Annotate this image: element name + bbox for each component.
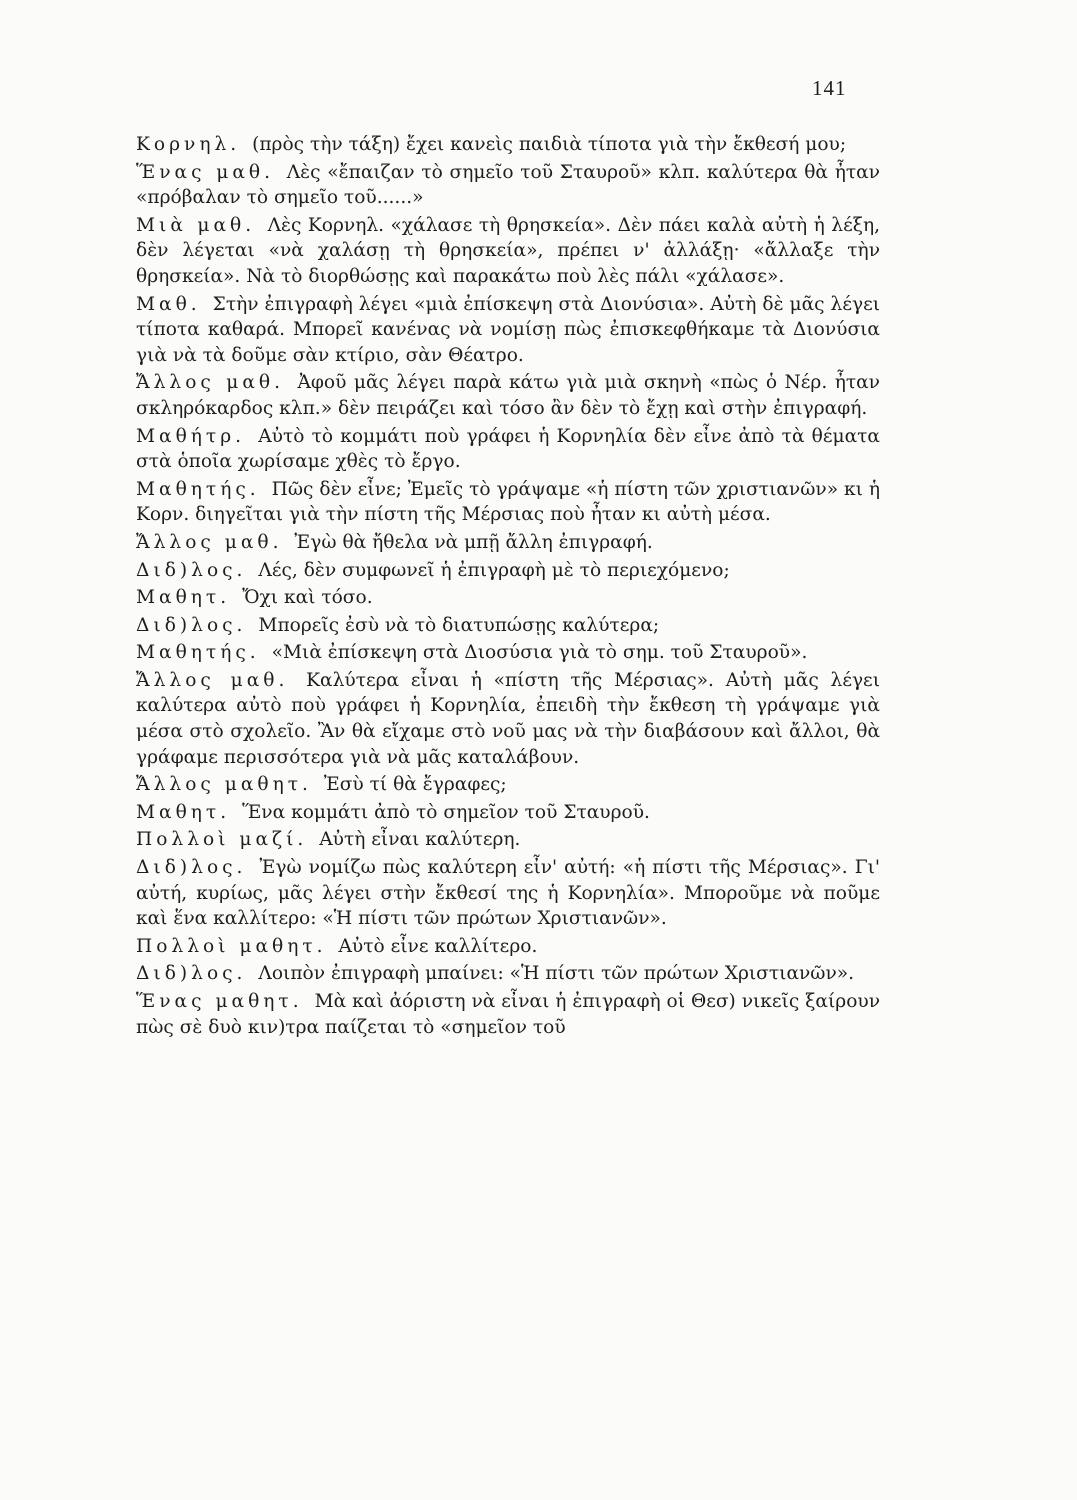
dialogue-turn [136, 132, 880, 158]
speech-text: Μπορεῖς ἐσὺ νὰ τὸ διατυπώσῃς καλύτερα; [258, 614, 660, 636]
dialogue-turn [136, 855, 880, 932]
speaker-label: Πολλοὶ μαθητ. [136, 935, 327, 957]
speaker-label: Κορνηλ. [136, 134, 241, 155]
speaker-label: Διδ)λος. [136, 614, 247, 636]
speaker-label: Μαθητ. [136, 801, 231, 823]
speech-text: Αὐτὸ εἶνε καλλίτερο. [338, 935, 538, 957]
dialogue-turn [136, 961, 880, 987]
dialogue-turn [136, 424, 880, 475]
speech-text: Ἐσὺ τί θὰ ἔγραφες; [323, 774, 507, 796]
speech-text: Πῶς δὲν εἶνε; Ἐμεῖς τὸ γράψαμε «ἡ πίστη τῶν χριστιανῶν» κι ἡ Κορν. διηγεῖται γιὰ τὴν πίστη τῆς Μέρσιας ποὺ ἦταν κι αὐτὴ μέσα. [136, 478, 880, 526]
speech-text: Στὴν ἐπιγραφὴ λέγει «μιὰ ἐπίσκεψη στὰ Διονύσια». Αὐτὴ δὲ μᾶς λέγει τίποτα καθαρά. Μπορεῖ κανένας νὰ νομίσῃ πὼς ἐπισκεφθήκαμε τὰ Διονύσια γιὰ νὰ τὰ δοῦμε σὰν κτίριο, σὰν Θέατρο. [136, 293, 880, 366]
speaker-label: Μιὰ μαθ. [136, 214, 256, 236]
speech-text: Ἐγὼ θὰ ἤθελα νὰ μπῇ ἄλλη ἐπιγραφή. [294, 531, 653, 553]
speaker-label: Ἄλλος μαθ. [136, 372, 285, 394]
dialogue-turn [136, 668, 880, 770]
speech-text: Καλύτερα εἶναι ἡ «πίστη τῆς Μέρσιας». Αὐτὴ μᾶς λέγει καλύτερα αὐτὸ ποὺ γράφει ἡ Κορνηλία, ἐπειδὴ τὴν ἔκθεση τὴ γράψαμε γιὰ μέσα στὸ σχολεῖο. Ἂν θὰ εἴχαμε στὸ νοῦ μας νὰ τὴν διαβάσουν καὶ ἄλλοι, θὰ γράφαμε περισσότερα γιὰ νὰ μᾶς καταλάβουν. [136, 669, 880, 768]
dialogue-turn [136, 160, 880, 211]
speech-text: Λὲς «ἔπαιζαν τὸ σημεῖο τοῦ Σταυροῦ» κλπ. καλύτερα θὰ ἦταν «πρόβαλαν τὸ σημεῖο τοῦ......» [136, 161, 880, 209]
dialogue-text [136, 132, 880, 1042]
speaker-label: Διδ)λος. [136, 559, 247, 581]
dialogue-turn [136, 989, 880, 1040]
dialogue-turn [136, 827, 880, 853]
dialogue-turn [136, 800, 880, 826]
speech-text: Αὐτὸ τὸ κομμάτι ποὺ γράφει ἡ Κορνηλία δὲν εἶνε ἀπὸ τὰ θέματα στὰ ὁποῖα χωρίσαμε χθὲς τὸ ἔργο. [136, 425, 880, 473]
speaker-label: Μαθ. [136, 293, 201, 315]
dialogue-turn [136, 772, 880, 798]
speaker-label: Ἕνας μαθητ. [136, 991, 303, 1012]
dialogue-turn [136, 292, 880, 369]
speech-text: Λὲς Κορνηλ. «χάλασε τὴ θρησκεία». Δὲν πάει καλὰ αὐτὴ ἡ λέξη, δὲν λέγεται «νὰ χαλάσῃ τὴ θρησκεία», πρέπει ν' ἀλλάξῃ· «ἄλλαξε τὴν θρησκεία». Νὰ τὸ διορθώσῃς καὶ παρακάτω ποὺ λὲς πάλι «χάλασε». [136, 214, 880, 287]
dialogue-turn [136, 477, 880, 528]
speech-text: Λοιπὸν ἐπιγραφὴ μπαίνει: «Ἡ πίστι τῶν πρώτων Χριστιανῶν». [258, 963, 855, 985]
dialogue-turn [136, 530, 880, 556]
speaker-label: Πολλοὶ μαζί. [136, 829, 308, 851]
speech-text: Ἀφοῦ μᾶς λέγει παρὰ κάτω γιὰ μιὰ σκηνὴ «πὼς ὁ Νέρ. ἦταν σκληρόκαρδος κλπ.» δὲν πειράζει καὶ τόσο ἂν δὲν τὸ ἔχῃ καὶ στὴν ἐπιγραφή. [136, 372, 880, 419]
dialogue-turn [136, 370, 880, 421]
speaker-label: Ἄλλος μαθ. [136, 669, 289, 691]
dialogue-turn [136, 585, 880, 611]
dialogue-turn [136, 213, 880, 290]
speaker-label: Διδ)λος. [136, 857, 247, 879]
dialogue-turn [136, 934, 880, 960]
dialogue-turn [136, 558, 880, 584]
speaker-label: Μαθητής. [136, 642, 260, 664]
speech-text: «Μιὰ ἐπίσκεψη στὰ Διοσύσια γιὰ τὸ σημ. τοῦ Σταυροῦ». [271, 642, 808, 664]
speech-text: Λές, δὲν συμφωνεῖ ἡ ἐπιγραφὴ μὲ τὸ περιεχόμενο; [258, 559, 730, 581]
speech-text: Ἐγὼ νομίζω πὼς καλύτερη εἶν' αὐτή: «ἡ πίστι τῆς Μέρσιας». Γι' αὐτή, κυρίως, μᾶς λέγει στὴν ἔκθεσί της ἡ Κορνηλία». Μποροῦμε νὰ ποῦμε καὶ ἕνα καλλίτερο: «Ἡ πίστι τῶν πρώτων Χριστιανῶν». [136, 857, 880, 930]
speech-text: Ἕνα κομμάτι ἀπὸ τὸ σημεῖον τοῦ Σταυροῦ. [242, 801, 650, 823]
speech-text: Ὄχι καὶ τόσο. [242, 587, 373, 609]
speaker-label: Μαθητής. [136, 478, 260, 500]
speaker-label: Ἕνας μαθ. [136, 161, 274, 183]
page-number: 141 [812, 76, 847, 100]
speaker-label: Ἄλλος μαθ. [136, 531, 283, 553]
speech-text: Μὰ καὶ ἀόριστη νὰ εἶναι ἡ ἐπιγραφὴ οἱ Θεσ) νικεῖς ξαίρουν πὼς σὲ δυὸ κιν)τρα παίζεται τὸ «σημεῖον τοῦ [136, 991, 881, 1038]
speech-text: (πρὸς τὴν τάξη) ἔχει κανεὶς παιδιὰ τίποτα γιὰ τὴν ἔκθεσή μου; [252, 134, 847, 155]
speaker-label: Μαθήτρ. [136, 425, 246, 447]
speech-text: Αὐτὴ εἶναι καλύτερη. [319, 829, 521, 851]
speaker-label: Διδ)λος. [136, 963, 247, 985]
dialogue-turn [136, 613, 880, 639]
speaker-label: Μαθητ. [136, 587, 231, 609]
speaker-label: Ἄλλος μαθητ. [136, 774, 312, 796]
dialogue-turn [136, 640, 880, 666]
